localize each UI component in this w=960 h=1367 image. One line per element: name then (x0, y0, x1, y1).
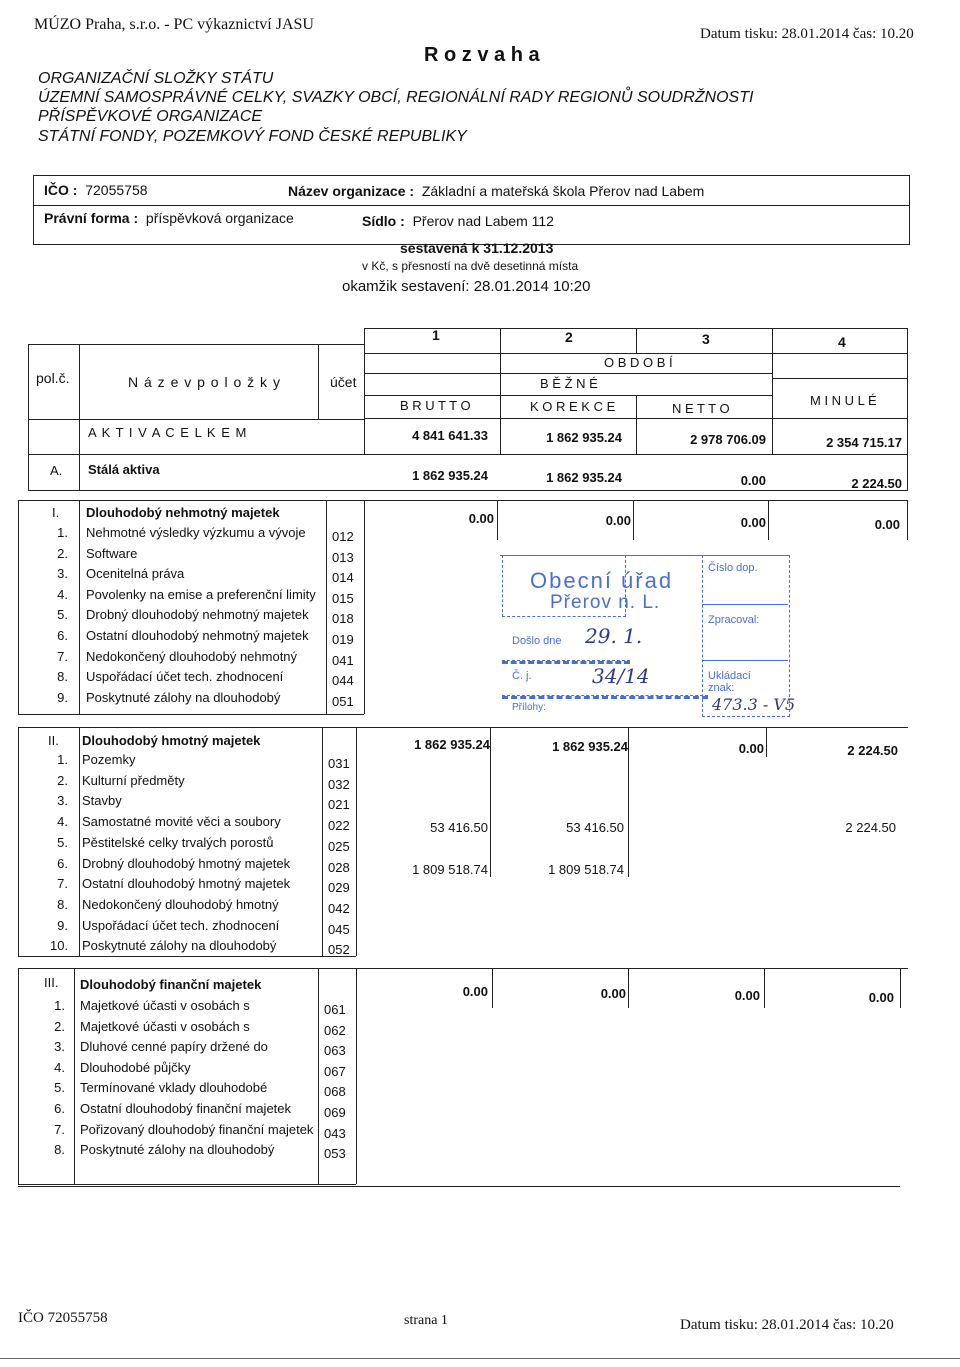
row-account: 015 (332, 590, 354, 606)
legal-form-row (44, 210, 294, 226)
fixed-assets-code: A. (50, 463, 63, 478)
row-number: 8. (57, 896, 68, 912)
section1-title: Dlouhodobý nehmotný majetek (86, 505, 280, 520)
row-label: Ostatní dlouhodobý finanční majetek (80, 1101, 292, 1116)
ico-label: IČO : (44, 182, 78, 198)
pol-header: pol.č. (36, 370, 70, 386)
row-account: 032 (328, 776, 350, 792)
row-label: Samostatné movité věci a soubory (82, 814, 281, 830)
stamp-storage-value: 473.3 - V5 (712, 695, 796, 714)
row-account: 053 (324, 1146, 346, 1162)
fixed-assets-netto: 0.00 (740, 473, 766, 488)
org-name-row (288, 183, 704, 199)
section3-netto: 0.00 (734, 988, 760, 1003)
org-name-label: Název organizace : (288, 183, 415, 199)
brutto-header: B R U T T O (400, 398, 471, 413)
total-brutto: 4 841 641.33 (412, 428, 488, 443)
scope-line-4: STÁTNÍ FONDY, POZEMKOVÝ FOND ČESKÉ REPUBLIKY (38, 128, 467, 145)
stamp-ref-label: Č. j. (512, 670, 532, 682)
row-number: 3. (57, 566, 68, 582)
section3-minule: 0.00 (868, 990, 894, 1005)
total-minule: 2 354 715.17 (826, 435, 902, 450)
section3-brutto: 0.00 (462, 984, 488, 999)
row-account: 052 (328, 942, 350, 958)
item-name-header: N á z e v p o l o ž k y (128, 374, 281, 390)
current-period-header: B Ě Ž N É (540, 376, 598, 391)
legal-form-label: Právní forma : (44, 210, 139, 226)
previous-period-header: M I N U L É (810, 393, 877, 408)
netto-header: N E T T O (672, 401, 730, 416)
row-number: 8. (54, 1142, 65, 1158)
row-account: 051 (332, 693, 354, 709)
row-number: 5. (54, 1080, 65, 1096)
print-date: Datum tisku: 28.01.2014 čas: 10.20 (700, 26, 914, 42)
col-number-4: 4 (838, 334, 846, 350)
row-label: Stavby (82, 793, 122, 809)
period-header: O B D O B Í (604, 355, 673, 370)
page-title: R o z v a h a (424, 44, 540, 66)
precision-note: v Kč, s přesností na dvě desetinná místa (362, 259, 579, 273)
col-number-2: 2 (565, 329, 573, 345)
section1-netto: 0.00 (740, 515, 766, 530)
stamp-received-label: Došlo dne (512, 635, 562, 647)
row-label: Povolenky na emise a preferenční limity (86, 586, 316, 602)
row-account: 042 (328, 900, 350, 916)
row-label: Drobný dlouhodobý hmotný majetek (82, 855, 291, 871)
stamp-processed-label: Zpracoval: (708, 614, 760, 626)
row-label: Nedokončený dlouhodobý hmotný (82, 896, 279, 912)
row-number: 2. (54, 1018, 65, 1034)
row-number: 6. (57, 628, 68, 643)
section3-korekce: 0.00 (600, 986, 626, 1001)
fixed-assets-brutto: 1 862 935.24 (412, 468, 488, 483)
section2-title: Dlouhodobý hmotný majetek (82, 733, 261, 748)
row-account: 018 (332, 611, 354, 627)
row-number: 3. (57, 793, 68, 809)
row-account: 021 (328, 797, 350, 813)
ico-row (44, 182, 148, 198)
row-account: 067 (324, 1063, 346, 1079)
row-account: 044 (332, 673, 354, 689)
row-label: Pěstitelské celky trvalých porostů (82, 834, 274, 850)
row-account: 063 (324, 1043, 346, 1059)
col-number-1: 1 (432, 327, 440, 343)
row-number: 9. (57, 689, 68, 705)
row-number: 9. (57, 917, 68, 933)
row-label: Dlouhodobé půjčky (80, 1059, 191, 1075)
row-number: 1. (57, 525, 68, 540)
row-account: 022 (328, 818, 350, 834)
row-number: 4. (54, 1059, 65, 1075)
section1-code: I. (52, 505, 60, 520)
section3-code: III. (44, 975, 59, 990)
row-number: 4. (57, 814, 68, 830)
row-number: 2. (57, 545, 68, 561)
row-label: Dluhové cenné papíry držené do (80, 1039, 268, 1055)
section1-minule: 0.00 (874, 517, 900, 532)
row-korekce: 53 416.50 (566, 820, 624, 836)
row-label: Poskytnuté zálohy na dlouhodobý (82, 938, 277, 954)
row-account: 045 (328, 921, 350, 937)
row-account: 069 (324, 1105, 346, 1120)
row-number: 7. (57, 876, 68, 892)
row-account: 028 (328, 859, 350, 875)
stamp-attachments-label: Přílohy: (512, 702, 546, 713)
row-number: 3. (54, 1039, 65, 1055)
row-number: 2. (57, 772, 68, 788)
section1-korekce: 0.00 (605, 513, 631, 528)
ico-value: 72055758 (85, 182, 148, 198)
row-minule: 2 224.50 (845, 820, 896, 836)
row-label: Ocenitelná práva (86, 566, 185, 582)
stamp-town: Přerov n. L. (550, 592, 661, 613)
row-number: 10. (50, 938, 69, 954)
row-label: Majetkové účasti v osobách s (80, 1018, 250, 1034)
korekce-header: K O R E K C E (530, 399, 616, 414)
row-account: 041 (332, 652, 354, 668)
row-account: 014 (332, 570, 354, 586)
row-number: 4. (57, 586, 68, 602)
scope-line-3: PŘÍSPĚVKOVÉ ORGANIZACE (38, 108, 263, 125)
row-label: Uspořádací účet tech. zhodnocení (82, 917, 280, 933)
row-label: Majetkové účasti v osobách s (80, 998, 250, 1013)
scope-line-1: ORGANIZAČNÍ SLOŽKY STÁTU (38, 70, 274, 87)
stamp-docno-label: Číslo dop. (708, 562, 758, 574)
row-label: Drobný dlouhodobý nehmotný majetek (86, 607, 309, 623)
company-name: MÚZO Praha, s.r.o. - PC výkaznictví JASU (34, 16, 314, 33)
section3-title: Dlouhodobý finanční majetek (80, 977, 262, 992)
col-number-3: 3 (702, 331, 710, 347)
row-korekce: 1 809 518.74 (548, 861, 624, 877)
row-number: 5. (57, 834, 68, 850)
section2-brutto: 1 862 935.24 (414, 737, 490, 752)
row-label: Nehmotné výsledky výzkumu a vývoje (86, 525, 306, 540)
stamp-storage-label: Ukládací znak: (708, 670, 751, 694)
row-number: 7. (54, 1121, 65, 1137)
row-label: Poskytnuté zálohy na dlouhodobý (80, 1142, 275, 1158)
fixed-assets-minule: 2 224.50 (851, 476, 902, 491)
legal-form-value: příspěvková organizace (145, 210, 294, 226)
row-number: 5. (57, 607, 68, 623)
row-brutto: 1 809 518.74 (412, 861, 488, 877)
footer-page: strana 1 (404, 1313, 448, 1328)
row-number: 8. (57, 669, 68, 685)
total-netto: 2 978 706.09 (690, 432, 766, 447)
row-number: 6. (57, 855, 68, 871)
row-number: 7. (57, 648, 68, 664)
row-account: 019 (332, 632, 354, 647)
row-label: Software (86, 545, 138, 561)
account-header: účet (330, 374, 357, 390)
row-account: 012 (332, 529, 354, 544)
stamp-office: Obecní úřad (530, 568, 674, 593)
section2-netto: 0.00 (738, 741, 764, 756)
row-account: 062 (324, 1022, 346, 1038)
row-number: 1. (57, 752, 68, 767)
seat-value: Přerov nad Labem 112 (412, 213, 554, 229)
total-korekce: 1 862 935.24 (546, 430, 622, 445)
row-number: 1. (54, 998, 65, 1013)
total-label: A K T I V A C E L K E M (88, 425, 248, 440)
row-account: 031 (328, 756, 350, 771)
compiled-moment: okamžik sestavení: 28.01.2014 10:20 (342, 278, 591, 295)
section2-code: II. (48, 733, 59, 748)
stamp-received-value: 29. 1. (585, 624, 643, 648)
row-label: Pořizovaný dlouhodobý finanční majetek (80, 1121, 314, 1137)
row-account: 013 (332, 549, 354, 565)
row-label: Uspořádací účet tech. zhodnocení (86, 669, 284, 685)
stamp-ref-value: 34/14 (592, 664, 650, 688)
section2-minule: 2 224.50 (847, 743, 898, 758)
seat-row (362, 213, 554, 229)
org-name-value: Základní a mateřská škola Přerov nad Labem (421, 183, 705, 199)
section1-brutto: 0.00 (468, 511, 494, 526)
row-label: Ostatní dlouhodobý hmotný majetek (82, 876, 291, 892)
row-account: 068 (324, 1084, 346, 1100)
row-account: 043 (324, 1125, 346, 1141)
footer-print-date: Datum tisku: 28.01.2014 čas: 10.20 (680, 1317, 894, 1333)
scope-line-2: ÚZEMNÍ SAMOSPRÁVNÉ CELKY, SVAZKY OBCÍ, REGIONÁLNÍ RADY REGIONŮ SOUDRŽNOSTI (38, 89, 754, 106)
fixed-assets-label: Stálá aktiva (88, 462, 160, 477)
row-label: Ostatní dlouhodobý nehmotný majetek (86, 628, 309, 643)
row-account: 061 (324, 1002, 346, 1017)
seat-label: Sídlo : (362, 213, 405, 229)
row-label: Kulturní předměty (82, 772, 185, 788)
row-label: Poskytnuté zálohy na dlouhodobý (86, 689, 281, 705)
row-label: Termínované vklady dlouhodobé (80, 1080, 268, 1096)
row-number: 6. (54, 1101, 65, 1116)
compiled-date: sestavená k 31.12.2013 (400, 240, 554, 256)
row-brutto: 53 416.50 (430, 820, 488, 836)
row-account: 029 (328, 880, 350, 896)
row-label: Nedokončený dlouhodobý nehmotný (86, 648, 298, 664)
footer-ico: IČO 72055758 (18, 1310, 108, 1326)
row-account: 025 (328, 838, 350, 854)
fixed-assets-korekce: 1 862 935.24 (546, 470, 622, 485)
row-label: Pozemky (82, 752, 136, 767)
section2-korekce: 1 862 935.24 (552, 739, 628, 754)
